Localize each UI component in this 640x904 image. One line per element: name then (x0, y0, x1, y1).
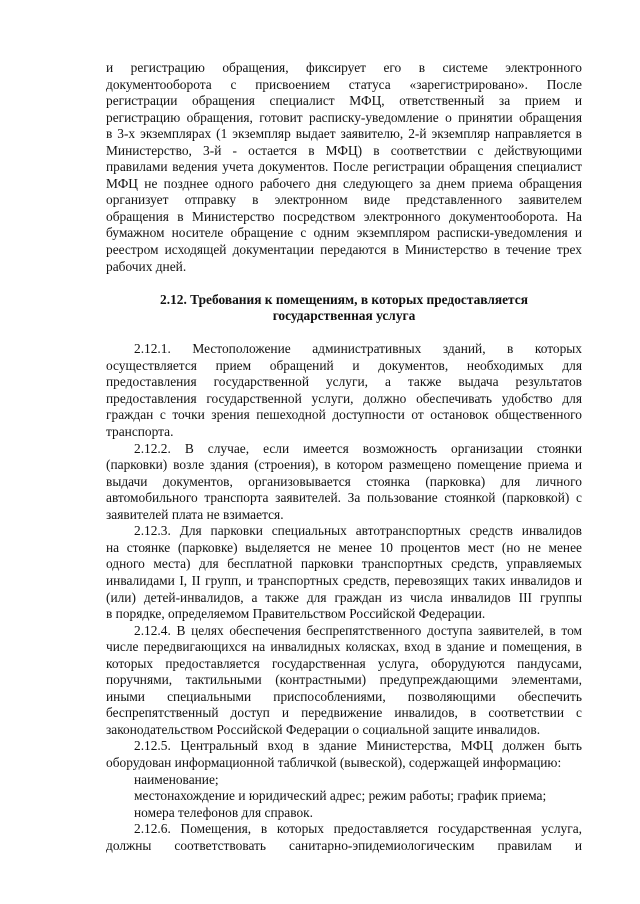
paragraph-2-12-3 (106, 523, 582, 622)
text-line: (или) детей-инвалидов, а также для граждан из числа инвалидов III группы (106, 589, 582, 605)
text-line: предоставления государственной услуги, а также выдача результатов (106, 374, 582, 390)
list-item: номера телефонов для справок. (134, 804, 314, 820)
text-line: заявителей плата не взимается. (106, 506, 284, 522)
text-line: выдачи документов, организовывается стоянка (парковка) для личного (106, 473, 582, 489)
text-line: 2.12.3. Для парковки специальных автотранспортных средств инвалидов (134, 523, 582, 539)
text-line: 2.12.2. В случае, если имеется возможность организации стоянки (134, 440, 582, 456)
text-line: оборудован информационной табличкой (вывеской), содержащей информацию: (106, 754, 562, 770)
text-line: на стоянке (парковке) выделяется не менее 10 процентов мест (но не менее (106, 539, 582, 555)
text-line: 2.12.5. Центральный вход в здание Министерства, МФЦ должен быть (134, 738, 582, 754)
paragraph-2-12-2 (106, 441, 582, 524)
text-line: Министерство, 3-й - остается в МФЦ) в соответствии с действующими (106, 142, 582, 158)
text-line: инвалидами I, II групп, и транспортных средств, перевозящих таких инвалидов и (106, 572, 582, 588)
text-line: в 3-х экземплярах (1 экземпляр выдает заявителю, 2-й экземпляр направляется в (106, 126, 582, 142)
text-line: одного места) для бесплатной парковки транспортных средств, управляемых (106, 556, 582, 572)
text-line: МФЦ не позднее одного рабочего дня следующего за днем приема обращения (106, 175, 582, 191)
text-line: 2.12.4. В целях обеспечения беспрепятственного доступа заявителей, в том (134, 622, 582, 638)
text-line: которых предоставляется государственная услуга, оборудуются пандусами, (106, 655, 582, 671)
text-line: в порядке, определяемом Правительством Российской Федерации. (106, 606, 486, 622)
text-line: регистрации обращения специалист МФЦ, ответственный за прием и (106, 93, 582, 109)
text-line: правилами ведения учета документов. После регистрации обращения специалист (106, 159, 582, 175)
text-line: бумажном носителе обращение с одним экземпляром расписки-уведомления и (106, 225, 582, 241)
intro-paragraph (106, 60, 582, 275)
text-line: поручнями, тактильными (контрастными) предупреждающими элементами, (106, 672, 582, 688)
text-line: должны соответствовать санитарно-эпидемиологическим правилам и (106, 837, 582, 853)
paragraph-2-12-6 (106, 821, 582, 854)
text-line: беспрепятственный доступ и передвижение инвалидов, в соответствии с (106, 705, 582, 721)
text-line: автомобильного транспорта заявителей. За пользование стоянкой (парковкой) с (106, 490, 582, 506)
spacer (106, 275, 582, 292)
heading-line: 2.12. Требования к помещениям, в которых предоставляется (160, 291, 528, 307)
paragraph-2-12-1 (106, 341, 582, 440)
text-line: осуществляется прием обращений и документов, необходимых для (106, 357, 582, 373)
text-line: документооборота с присвоением статуса «зарегистрировано». После (106, 76, 582, 92)
document-body (106, 60, 582, 854)
text-line: граждан с точки зрения пешеходной доступности от остановок общественного (106, 407, 582, 423)
text-line: 2.12.6. Помещения, в которых предоставляется государственная услуга, (134, 821, 582, 837)
paragraph-2-12-4 (106, 623, 582, 739)
text-line: реестром исходящей документации передаются в Министерство в течение трех (106, 242, 582, 258)
list-item: наименование; (134, 771, 219, 787)
text-line: законодательством Российской Федерации о социальной защите инвалидов. (106, 721, 541, 737)
spacer (106, 325, 582, 342)
text-line: транспорта. (106, 424, 174, 440)
text-line: рабочих дней. (106, 258, 187, 274)
text-line: организует отправку в электронном виде представленного заявителем (106, 192, 582, 208)
section-heading (106, 292, 582, 325)
text-line: (парковки) возле здания (строения), в котором размещено помещение приема и (106, 457, 582, 473)
list-item: местонахождение и юридический адрес; режим работы; график приема; (134, 788, 547, 804)
text-line: и регистрацию обращения, фиксирует его в системе электронного (106, 60, 582, 75)
text-line: обращения в Министерство посредством электронного документооборота. На (106, 208, 582, 224)
text-line: регистрацию обращения, готовит расписку-уведомление о принятии обращения (106, 109, 582, 125)
text-line: иными специальными приспособлениями, позволяющими обеспечить (106, 688, 582, 704)
heading-line: государственная услуга (272, 308, 416, 324)
paragraph-2-12-5 (106, 738, 582, 821)
text-line: 2.12.1. Местоположение административных зданий, в которых (134, 341, 582, 357)
text-line: числе передвигающихся на инвалидных колясках, вход в здание и помещения, в (106, 639, 582, 655)
text-line: предоставления государственной услуги, должно обеспечивать удобство для (106, 390, 582, 406)
